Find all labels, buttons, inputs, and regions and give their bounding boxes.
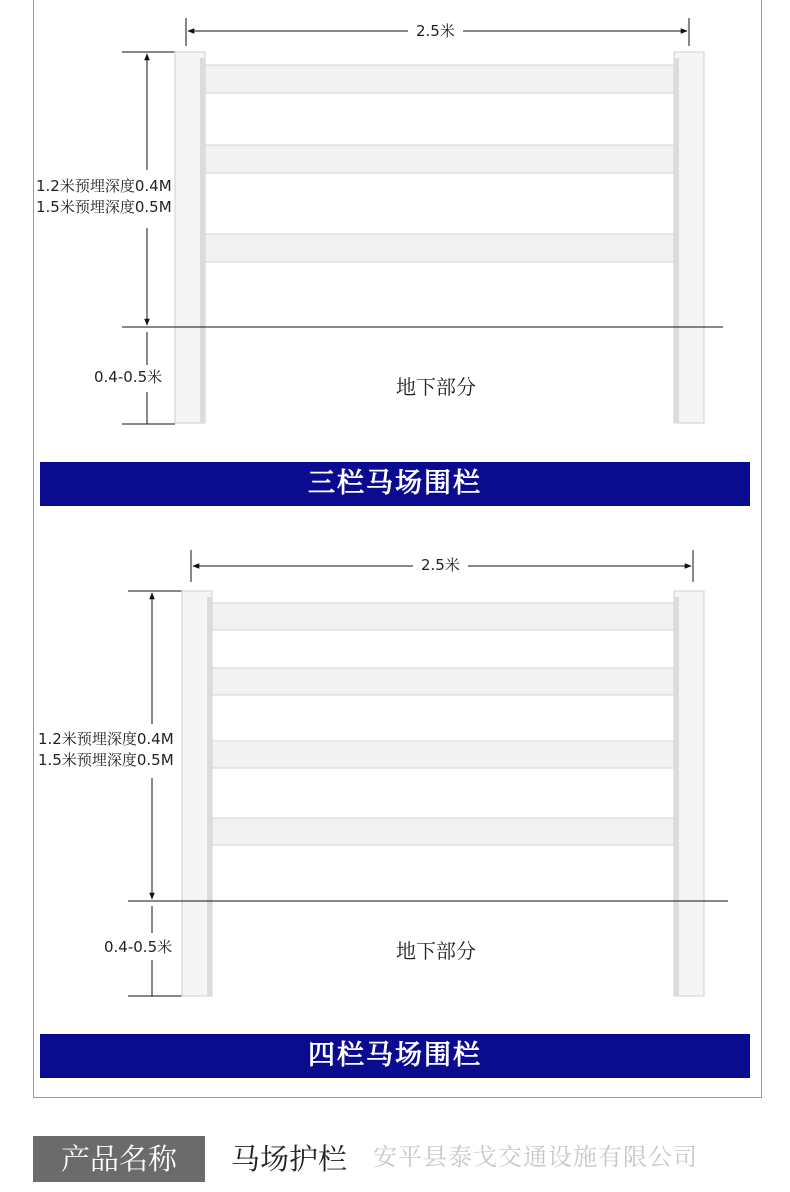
rail-1 [200,65,678,93]
depth-label [36,176,172,218]
footer-divider [205,1136,209,1182]
three-rail-fence-diagram [0,0,790,460]
left-post-shade [207,597,212,996]
right-post-shade [674,58,679,423]
four-rail-title-banner: 四栏马场围栏 [40,1034,750,1078]
below-ground-depth-label: 0.4-0.5米 [94,368,163,386]
underground-label: 地下部分 [396,939,476,963]
width-label: 2.5米 [408,21,463,41]
rail-3 [200,234,678,262]
underground-label: 地下部分 [396,375,476,399]
depth-label-line-1: 1.2米预埋深度0.4M [38,730,174,748]
four-rail-fence-diagram [0,540,790,1010]
rail-2 [206,668,678,695]
right-post-shade [674,597,679,996]
depth-label-line-1: 1.2米预埋深度0.4M [36,177,172,195]
left-post-shade [200,58,205,423]
below-ground-depth-label: 0.4-0.5米 [104,938,173,956]
product-name-bar [33,1136,762,1182]
rail-2 [200,145,678,173]
product-name-label: 产品名称 [33,1136,205,1182]
depth-label-line-2: 1.5米预埋深度0.5M [36,198,172,216]
depth-label [38,729,174,771]
rail-4 [206,818,678,845]
three-rail-title-banner: 三栏马场围栏 [40,462,750,506]
company-watermark: 安平县泰戈交通设施有限公司 [373,1143,698,1171]
rail-3 [206,741,678,768]
three-rail-fence-drawing [0,0,790,460]
depth-label-line-2: 1.5米预埋深度0.5M [38,751,174,769]
rail-1 [206,603,678,630]
width-label: 2.5米 [413,555,468,575]
product-name-value: 马场护栏 [231,1142,348,1176]
